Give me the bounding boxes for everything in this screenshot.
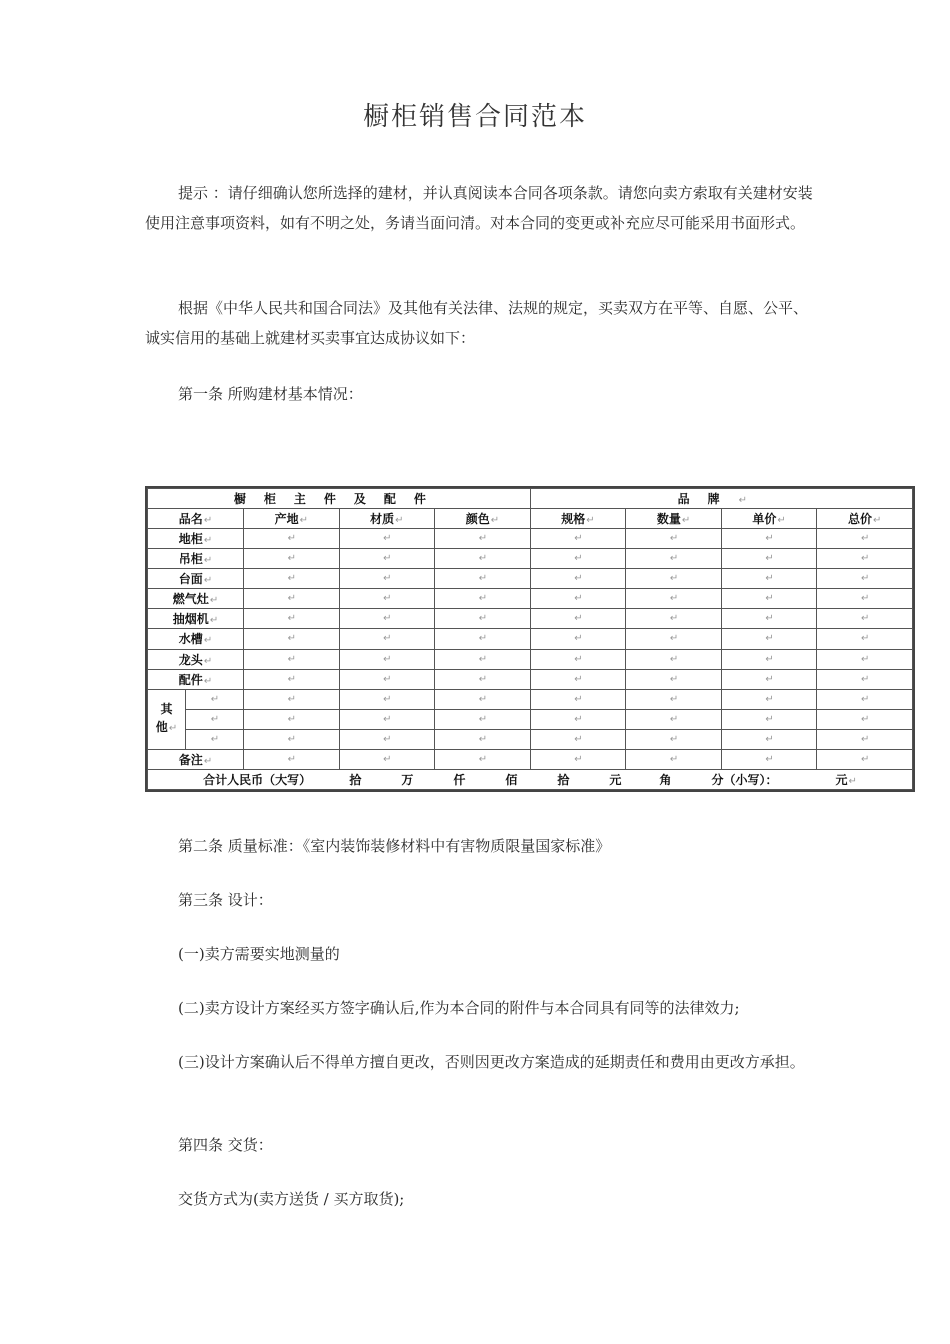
table-row [148,569,913,589]
design-item-1: (一)卖方需要实地测量的 [178,945,340,963]
table-cell: ↵ [530,569,626,589]
column-header-1: 品名↵ [148,509,244,529]
table-cell: ↵ [244,549,340,569]
table-cell: ↵ [530,689,626,709]
table-cell: ↵ [626,629,722,649]
column-header-2: 产地↵ [244,509,340,529]
table-total-row: 合计人民币（大写） 拾 万 仟 佰 拾 元 角 分（小写）： 元↵ [148,769,913,789]
table-cell: ↵ [435,569,531,589]
article-2-heading: 第二条 质量标准：《室内装饰装修材料中有害物质限量国家标准》 [178,837,611,855]
table-cell: ↵ [244,609,340,629]
table-cell: ↵ [530,749,626,769]
table-cell: ↵ [244,669,340,689]
remark-label: 备注↵ [148,749,244,769]
table-cell: ↵ [244,529,340,549]
table-cell: ↵ [186,689,244,709]
total-unit: 拾 [557,772,570,787]
table-cell: ↵ [817,569,913,589]
table-cell: ↵ [626,609,722,629]
table-cell: ↵ [530,669,626,689]
table-cell: ↵ [339,609,435,629]
table-cell: ↵ [530,709,626,729]
table-row [148,529,913,549]
table-cell: ↵ [435,629,531,649]
table-cell: ↵ [817,589,913,609]
table-cell: ↵ [626,569,722,589]
table-cell: ↵ [186,709,244,729]
table-row-other [148,709,913,729]
table-cell: ↵ [530,529,626,549]
table-cell: ↵ [244,649,340,669]
column-header-4: 颜色↵ [435,509,531,529]
table-cell: ↵ [626,669,722,689]
table-cell: ↵ [339,549,435,569]
table-cell: ↵ [339,529,435,549]
table-cell: ↵ [435,609,531,629]
table-cell: ↵ [244,729,340,749]
table-cell: ↵ [626,709,722,729]
tip-paragraph: 提示 ：请仔细确认您所选择的建材，并认真阅读本合同各项条款。请您向卖方索取有关建材安装使用注意事项资料，如有不明之处，务请当面问清。对本合同的变更或补充应尽可能采用书面形式。 [145,184,813,232]
table-cell: ↵ [339,569,435,589]
table-row-remark [148,749,913,769]
design-item-2: (二)卖方设计方案经买方签字确认后,作为本合同的附件与本合同具有同等的法律效力; [178,999,740,1017]
table-cell: ↵ [244,709,340,729]
table-cell: ↵ [435,709,531,729]
table-cell: ↵ [817,669,913,689]
table-cell: ↵ [817,549,913,569]
table-cell: ↵ [339,629,435,649]
table-cell: ↵ [721,689,817,709]
column-header-3: 材质↵ [339,509,435,529]
row-label: 配件↵ [148,669,244,689]
table-row [148,549,913,569]
table-cell: ↵ [626,549,722,569]
row-label: 地柜↵ [148,529,244,549]
total-unit: 仟 [453,772,466,787]
table-cell: ↵ [435,549,531,569]
table-cell: ↵ [721,549,817,569]
table-cell: ↵ [339,589,435,609]
table-cell: ↵ [435,669,531,689]
other-row-label: 其 他↵ [148,689,186,749]
table-cell: ↵ [530,649,626,669]
table-cell: ↵ [626,729,722,749]
table-cell: ↵ [339,709,435,729]
article-4-heading: 第四条 交货： [178,1136,273,1154]
table-cell: ↵ [721,649,817,669]
row-label: 台面↵ [148,569,244,589]
table-cell: ↵ [186,729,244,749]
table-cell: ↵ [721,629,817,649]
total-label: 合计人民币（大写） [203,772,312,787]
table-cell: ↵ [435,689,531,709]
column-header-7: 单价↵ [721,509,817,529]
table-cell: ↵ [435,529,531,549]
table-cell: ↵ [530,729,626,749]
table-column-header-row [148,509,913,529]
table-cell: ↵ [435,589,531,609]
table-cell: ↵ [435,649,531,669]
total-unit: 万 [401,772,414,787]
table-cell: ↵ [817,609,913,629]
table-row-other [148,729,913,749]
table-cell: ↵ [626,689,722,709]
table-cell: ↵ [817,709,913,729]
table-cell: ↵ [626,649,722,669]
article-3-heading: 第三条 设计： [178,891,273,909]
table-cell: ↵ [721,569,817,589]
total-unit: 佰 [505,772,518,787]
total-unit: 拾 [349,772,362,787]
table-cell: ↵ [435,729,531,749]
row-label: 吊柜↵ [148,549,244,569]
document-title: 橱柜销售合同范本 [362,102,587,132]
row-label: 水槽↵ [148,629,244,649]
column-header-6: 数量↵ [626,509,722,529]
table-cell: ↵ [721,709,817,729]
table-cell: ↵ [530,589,626,609]
table-row [148,609,913,629]
table-cell: ↵ [339,649,435,669]
total-unit: 分（小写）： [711,772,778,787]
table-cell: ↵ [244,589,340,609]
table-cell: ↵ [817,689,913,709]
design-item-3: (三)设计方案确认后不得单方擅自更改，否则因更改方案造成的延期责任和费用由更改方承担。 [178,1053,805,1071]
table-cell: ↵ [817,729,913,749]
table-cell: ↵ [244,689,340,709]
row-label: 龙头↵ [148,649,244,669]
product-table [145,486,915,792]
table-cell: ↵ [721,729,817,749]
table-row [148,589,913,609]
table-cell: ↵ [817,629,913,649]
table-row [148,649,913,669]
column-header-8: 总价↵ [817,509,913,529]
table-cell: ↵ [339,749,435,769]
table-cell: ↵ [817,649,913,669]
table-row [148,629,913,649]
table-cell: ↵ [721,669,817,689]
table-cell: ↵ [721,749,817,769]
table-cell: ↵ [244,569,340,589]
intro-paragraph: 根据《中华人民共和国合同法》及其他有关法律、法规的规定，买卖双方在平等、自愿、公平、诚实信用的基础上就建材买卖事宜达成协议如下： [145,299,809,347]
column-header-5: 规格↵ [530,509,626,529]
table-cell: ↵ [721,529,817,549]
row-label: 抽烟机↵ [148,609,244,629]
delivery-method: 交货方式为(卖方送货 / 买方取货); [178,1190,405,1208]
table-cell: ↵ [244,749,340,769]
table-cell: ↵ [626,749,722,769]
table-cell: ↵ [530,609,626,629]
article-1-heading: 第一条 所购建材基本情况： [178,385,363,403]
table-cell: ↵ [817,529,913,549]
table-cell: ↵ [721,589,817,609]
table-row [148,669,913,689]
table-cell: ↵ [339,689,435,709]
total-unit: 元 [835,772,848,787]
table-cell: ↵ [530,549,626,569]
table-cell: ↵ [626,589,722,609]
total-unit: 角 [659,772,672,787]
total-unit: 元 [609,772,622,787]
table-header-main: 橱柜主件及配件 [148,489,531,509]
row-label: 燃气灶↵ [148,589,244,609]
table-cell: ↵ [530,629,626,649]
table-cell: ↵ [435,749,531,769]
table-cell: ↵ [721,609,817,629]
table-row-other [148,689,913,709]
table-header-brand: 品牌↵ [530,489,912,509]
table-cell: ↵ [817,749,913,769]
table-cell: ↵ [244,629,340,649]
table-cell: ↵ [339,729,435,749]
table-cell: ↵ [339,669,435,689]
table-cell: ↵ [626,529,722,549]
